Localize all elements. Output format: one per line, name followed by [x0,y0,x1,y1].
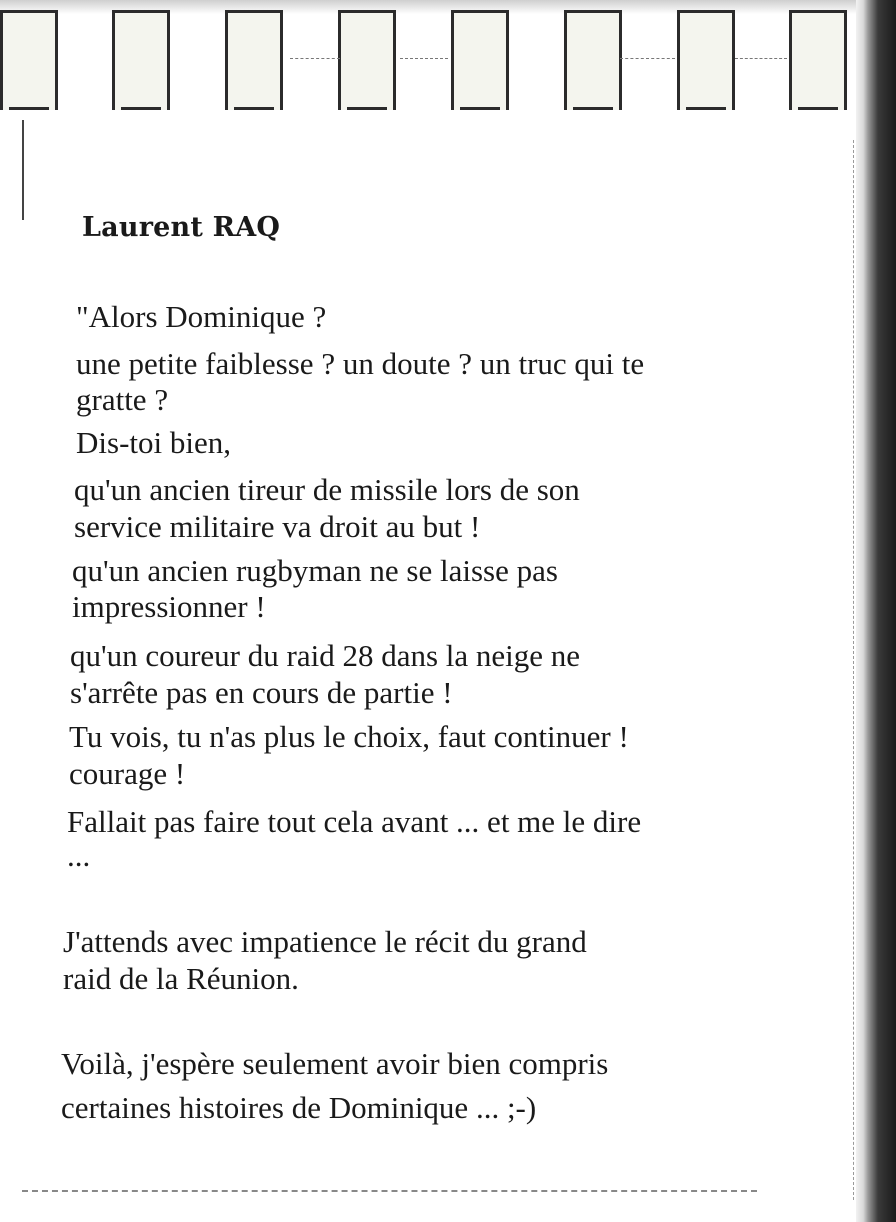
letter-line: ... [67,838,91,873]
letter-line: s'arrête pas en cours de partie ! [70,675,453,710]
binding-ring [451,10,509,110]
letter-line: Dis-toi bien, [76,425,231,460]
letter-line: Fallait pas faire tout cela avant ... et me le dire [67,804,642,839]
page-perforation [853,140,854,1200]
binding-ring [0,10,58,110]
binding-ring [564,10,622,110]
page-left-edge [22,120,24,220]
page-binding-edge [856,0,896,1222]
binding-ring [338,10,396,110]
letter-line: une petite faiblesse ? un doute ? un truc qui te [76,346,645,381]
letter-line: qu'un coureur du raid 28 dans la neige ne [70,638,581,673]
author-name: Laurent RAQ [82,212,281,243]
binding-ring [225,10,283,110]
binding-ring [789,10,847,110]
letter-line: Voilà, j'espère seulement avoir bien compris [61,1046,609,1081]
binding-ring [677,10,735,110]
letter-line: qu'un ancien rugbyman ne se laisse pas [72,553,558,588]
letter-line: impressionner ! [72,589,266,624]
binding-link [620,58,675,59]
binding-ring [112,10,170,110]
letter-line: gratte ? [76,382,169,417]
letter-line: "Alors Dominique ? [76,299,327,334]
letter-line: J'attends avec impatience le récit du grand [63,924,587,959]
letter-line: certaines histoires de Dominique ... ;-) [61,1090,537,1125]
binding-link [290,58,340,59]
spiral-binding [0,0,856,135]
letter-line: Tu vois, tu n'as plus le choix, faut continuer ! [69,719,629,754]
letter-line: qu'un ancien tireur de missile lors de son [74,472,580,507]
letter-line: courage ! [69,756,186,791]
page-bottom-rule [22,1190,757,1192]
letter-line: service militaire va droit au but ! [74,509,481,544]
binding-link [735,58,787,59]
letter-line: raid de la Réunion. [63,961,299,996]
binding-link [400,58,448,59]
